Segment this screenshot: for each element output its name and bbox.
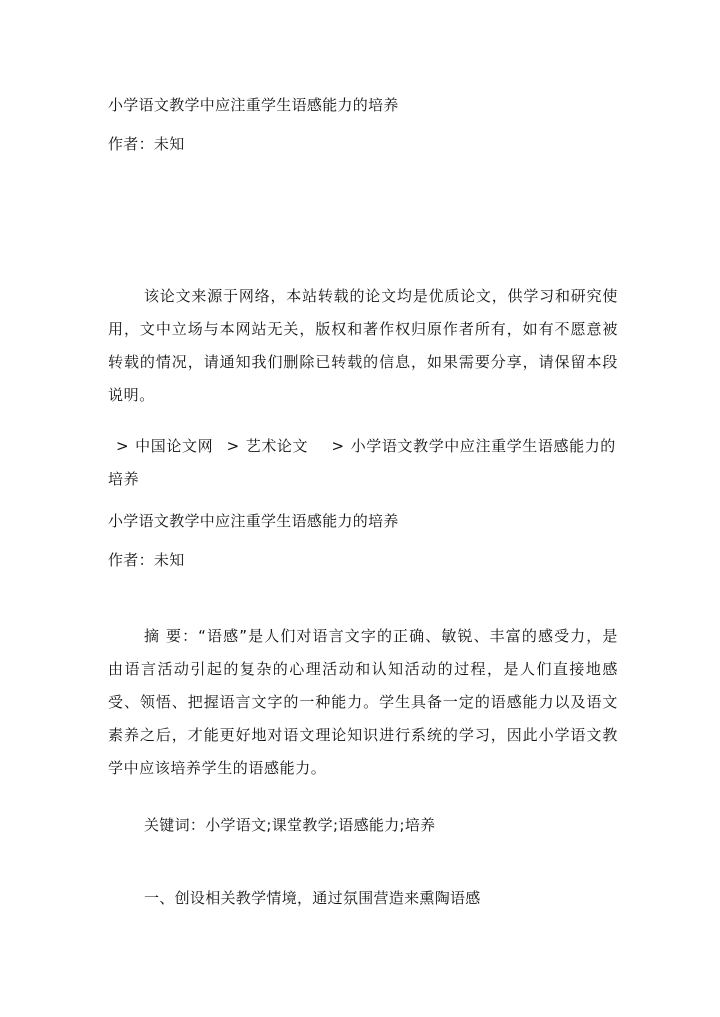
- breadcrumb-current-link[interactable]: 小学语文教学中应注重学生语感能力的培养: [108, 437, 616, 488]
- breadcrumb: [108, 430, 618, 496]
- section-heading: 一、创设相关教学情境，通过氛围营造来熏陶语感: [144, 889, 481, 907]
- breadcrumb-category-link[interactable]: 艺术论文: [245, 437, 309, 455]
- author-line: 作者：未知: [108, 135, 185, 153]
- breadcrumb-home-link[interactable]: 中国论文网: [135, 437, 214, 455]
- disclaimer-paragraph: 该论文来源于网络，本站转载的论文均是优质论文，供学习和研究使用，文中立场与本网站无关，版权和著作权归原作者所有，如有不愿意被转载的情况，请通知我们删除已转载的信息，如果需要分享，请保留本段说明。: [108, 287, 618, 404]
- page-title: 小学语文教学中应注重学生语感能力的培养: [108, 96, 399, 114]
- breadcrumb-separator: >: [116, 437, 130, 455]
- article-author: 作者：未知: [108, 551, 185, 569]
- breadcrumb-separator: >: [226, 437, 240, 455]
- abstract-paragraph: 摘 要：“语感”是人们对语言文字的正确、敏锐、丰富的感受力，是由语言活动引起的复杂的心理活动和认知活动的过程，是人们直接地感受、领悟、把握语言文字的一种能力。学生具备一定的语感能力以及语文素养之后，才能更好地对语文理论知识进行系统的学习，因此小学语文教学中应该培养学生的语感能力。: [108, 627, 618, 777]
- breadcrumb-separator: >: [331, 437, 345, 455]
- keywords-line: 关键词：小学语文;课堂教学;语感能力;培养: [144, 816, 436, 834]
- article-title: 小学语文教学中应注重学生语感能力的培养: [108, 512, 399, 530]
